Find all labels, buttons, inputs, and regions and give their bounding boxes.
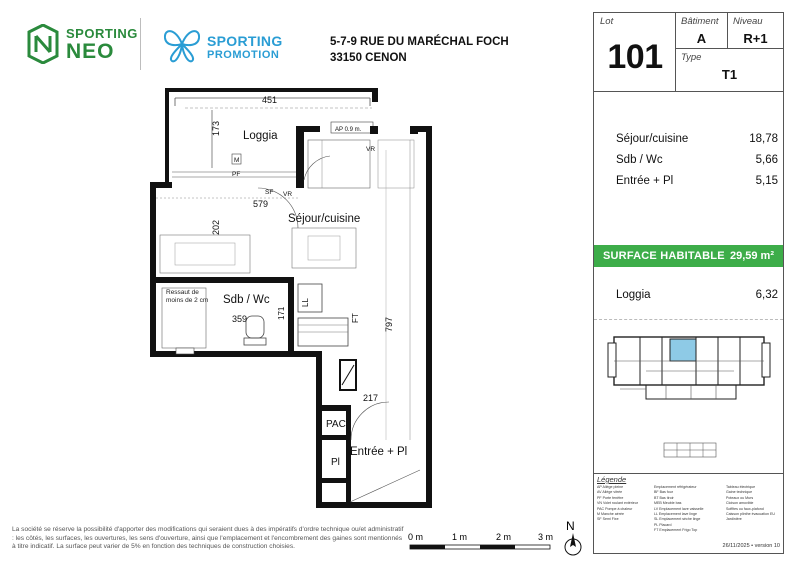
note-ressaut-text: Ressaut de moins de 2 cm (166, 289, 209, 304)
legend-item: VN Volet roulant extérieur (597, 501, 638, 506)
room-row (616, 175, 778, 196)
legend-col-1 (597, 485, 638, 523)
surface-value: 29,59 m² (729, 250, 774, 262)
legend-item: Emplacement réfrigérateur (654, 485, 697, 489)
scale-label-0: 0 m (408, 532, 424, 542)
legend-item: SF Semi Fixe (597, 517, 619, 522)
address-street: 5-7-9 RUE DU MARÉCHAL FOCH (330, 36, 509, 48)
highlighted-lot (670, 339, 696, 361)
dim-579: 579 (253, 199, 269, 209)
label-entree: Entrée + Pl (350, 446, 408, 458)
legend-item: PF Porte fenêtre (597, 495, 624, 500)
scale-label-1: 1 m (452, 532, 468, 542)
north-label: N (566, 519, 575, 533)
info-panel (593, 12, 784, 554)
separator (594, 319, 783, 320)
room-label: Sdb / Wc (616, 154, 663, 166)
legend-item: PL Placard (654, 522, 672, 527)
tag-ll: LL (301, 298, 310, 307)
legend-item: Poteaux ou Murs (726, 495, 754, 500)
version-text: 26/11/2025 • version 10 (722, 543, 780, 549)
room-row (616, 133, 778, 154)
brand-promotion-text: PROMOTION (207, 49, 280, 61)
legend-item: Soffites ou faux-plafond (726, 506, 764, 511)
dim-359: 359 (232, 314, 248, 324)
legend-item: MEB Meuble bas (654, 501, 682, 506)
room-area: 18,78 (749, 133, 778, 145)
legend-item: Tableau électrique (726, 485, 756, 489)
brand-sporting-text: SPORTING (66, 26, 138, 41)
tag-m: M (234, 157, 240, 164)
dim-217: 217 (363, 393, 379, 403)
legend-item: Cloison amovible (726, 501, 754, 506)
legend-item: FT Emplacement Frigo Top (654, 528, 698, 533)
legend-item: Gaine technique (726, 490, 753, 495)
label-pl: Pl (331, 457, 340, 468)
label-sejour: Séjour/cuisine (288, 213, 361, 225)
dim-202: 202 (211, 219, 221, 235)
legend-item: Jardinière (726, 517, 742, 522)
legend-item: SL Emplacement sèche linge (654, 517, 701, 522)
legend-item: PAC Pompe à chaleur (597, 506, 633, 511)
note-ressaut (166, 289, 210, 311)
dim-451: 451 (262, 95, 278, 105)
scale-label-3: 3 m (538, 532, 554, 542)
room-area: 5,15 (755, 175, 778, 187)
dim-173: 173 (211, 120, 221, 136)
label-pac: PAC (326, 419, 346, 430)
tag-ap: AP 0.9 m. (335, 127, 362, 133)
scale-bar (406, 522, 556, 552)
legend-col-3 (726, 485, 775, 523)
disclaimer: La société se réserve la possibilité d'apporter des modifications qui seraient dues à des impératifs d'ordre technique ou/et administratif : les côtés, les surfaces, les ouvertures, les sens d'ouverture, ainsi que l'emplacement et l'encombrement des gaines sont mentionnés à titre indicatif. La surface peut varier de 5% en fonction des techniques de construction choisies. (12, 526, 404, 550)
room-list (616, 133, 778, 196)
tag-vr: VR (283, 191, 293, 198)
legend-item: AP Allège pleine (597, 485, 624, 489)
room-area: 5,66 (755, 154, 778, 166)
label-sdb: Sdb / Wc (223, 294, 270, 306)
scale-label-2: 2 m (496, 532, 512, 542)
level-caption: Niveau (733, 16, 763, 27)
surface-habitable-bar (594, 245, 783, 267)
floor-key-plan (606, 331, 772, 461)
north-arrow-icon (560, 518, 590, 558)
building-value: A (696, 31, 707, 46)
legend-item: LV Emplacement lave vaisselle (654, 506, 704, 511)
tag-ft: FT (351, 313, 360, 323)
legend-item: M Manche aérée (597, 512, 624, 517)
building-cell (676, 13, 728, 49)
lot-caption: Lot (600, 16, 614, 27)
building-caption: Bâtiment (681, 16, 719, 27)
label-loggia: Loggia (243, 130, 278, 142)
legend-item: BF Bas four (654, 490, 673, 495)
address-city: 33150 CENON (330, 52, 407, 64)
brand-sporting-text: SPORTING (207, 33, 283, 49)
annex-area: 6,32 (755, 289, 778, 301)
type-value: T1 (721, 67, 738, 82)
legend-item: BT Bas tiroir (654, 495, 674, 500)
type-caption: Type (681, 52, 702, 63)
brand-neo-text: NEO (66, 40, 115, 63)
legend-item: LL Emplacement lave linge (654, 512, 698, 517)
legend (594, 473, 783, 543)
level-value: R+1 (743, 31, 768, 46)
legend-title: Légende (597, 475, 627, 484)
lot-header (594, 13, 783, 92)
room-label: Entrée + Pl (616, 175, 674, 187)
legend-item: Caisson plinthe évacuation EU (726, 512, 775, 517)
dim-171: 171 (277, 306, 286, 320)
level-cell (728, 13, 783, 49)
tag-vr-top: VR (366, 146, 376, 153)
surface-label: SURFACE HABITABLE (603, 250, 725, 262)
legend-col-2 (654, 485, 703, 534)
room-row (616, 154, 778, 175)
room-label: Séjour/cuisine (616, 133, 689, 145)
dim-797: 797 (384, 316, 394, 332)
tag-pf: PF (232, 171, 241, 178)
annex-label: Loggia (616, 289, 651, 301)
tag-sf: SF (265, 189, 274, 196)
legend-item: AV Allège vitrée (597, 490, 623, 495)
lot-number: 101 (607, 38, 663, 76)
lot-cell (594, 13, 676, 92)
type-cell (676, 49, 783, 92)
